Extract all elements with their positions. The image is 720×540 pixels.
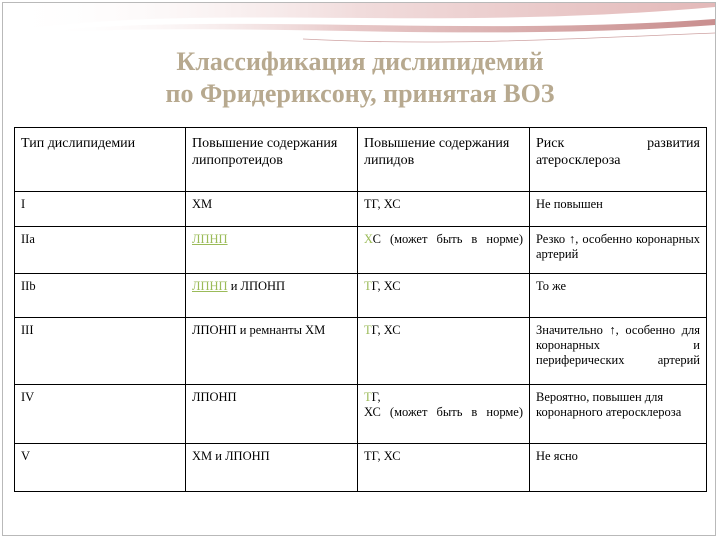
table-row (15, 274, 707, 318)
cell-lipoproteins: ЛПОНП (186, 385, 358, 444)
lipid-highlight: Х (364, 232, 373, 246)
slide-title (0, 46, 720, 110)
cell-lipids (358, 227, 530, 274)
lipoprotein-highlight: ЛПНП (192, 279, 228, 293)
cell-type: IV (15, 385, 186, 444)
fredrickson-table (14, 127, 707, 492)
table-row (15, 444, 707, 492)
header-lipoproteins: Повышение содержания липопротеидов (186, 128, 358, 192)
cell-lipoproteins: ХМ (186, 192, 358, 227)
cell-lipoproteins: ЛПОНП и ремнанты ХМ (186, 318, 358, 385)
lipid-text: С (может быть в норме) (372, 232, 523, 246)
cell-lipoproteins (186, 274, 358, 318)
cell-lipids: ТГ, ХС (358, 444, 530, 492)
lipoprotein-text: и ЛПОНП (227, 279, 286, 293)
cell-lipoproteins: ХМ и ЛПОНП (186, 444, 358, 492)
cell-type: IIa (15, 227, 186, 274)
cell-risk: Значительно ↑, особенно для коронарных и периферических артерий (530, 318, 707, 385)
lipid-highlight: Т (364, 279, 372, 293)
header-type: Тип дислипидемии (15, 128, 186, 192)
lipid-text: Г, ХС (371, 323, 401, 337)
cell-risk: Резко ↑, особенно коронарных артерий (530, 227, 707, 274)
header-risk: Риск развития атеросклероза (530, 128, 707, 192)
table-row (15, 227, 707, 274)
cell-lipids (358, 318, 530, 385)
lipid-text-line2: ХС (может быть в норме) (364, 405, 523, 419)
table-row (15, 318, 707, 385)
cell-risk: Не повышен (530, 192, 707, 227)
cell-type: IIb (15, 274, 186, 318)
cell-type: I (15, 192, 186, 227)
header-lipids: Повышение содержания липидов (358, 128, 530, 192)
lipoprotein-highlight: ЛПНП (192, 232, 228, 246)
lipid-highlight: Т (364, 390, 372, 404)
cell-risk: Не ясно (530, 444, 707, 492)
lipid-highlight: Т (364, 323, 372, 337)
cell-type: III (15, 318, 186, 385)
cell-lipids: ТГ, ХС (358, 192, 530, 227)
title-line-2: по Фридериксону, принятая ВОЗ (165, 79, 555, 108)
table-row (15, 385, 707, 444)
lipid-text: Г, (371, 390, 381, 404)
cell-risk: То же (530, 274, 707, 318)
cell-type: V (15, 444, 186, 492)
table-header-row (15, 128, 707, 192)
cell-lipoproteins (186, 227, 358, 274)
cell-lipids (358, 274, 530, 318)
title-line-1: Классификация дислипидемий (176, 47, 544, 76)
cell-lipids (358, 385, 530, 444)
table-row (15, 192, 707, 227)
cell-risk: Вероятно, повышен для коронарного атеросклероза (530, 385, 707, 444)
lipid-text: Г, ХС (371, 279, 401, 293)
